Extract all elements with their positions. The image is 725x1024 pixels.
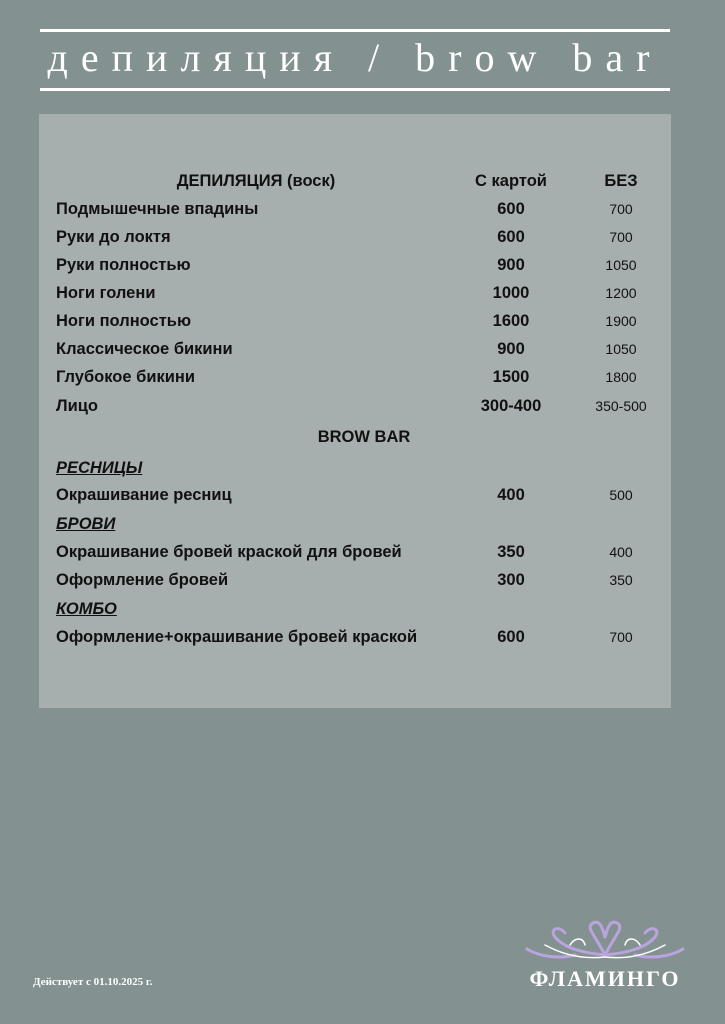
section-title-brows: БРОВИ	[56, 515, 116, 533]
price-with-card: 600	[497, 200, 525, 218]
price-row	[56, 568, 725, 592]
service-name: Глубокое бикини	[56, 368, 195, 386]
service-name: Ноги полностью	[56, 312, 192, 330]
price-row	[56, 281, 725, 305]
page-title: депиляция / brow bar	[47, 35, 663, 80]
price-with-card: 1500	[492, 368, 530, 386]
price-row	[56, 225, 725, 249]
service-name: Руки до локтя	[56, 228, 171, 246]
price-with-card: 1000	[492, 284, 530, 302]
price-without-card: 1050	[605, 341, 637, 357]
service-name: Ноги голени	[56, 284, 156, 302]
price-without-card: 1200	[605, 285, 637, 301]
price-without-card: 700	[609, 201, 633, 217]
price-table-header	[56, 169, 725, 193]
header-top-rule	[40, 29, 670, 32]
price-without-card: 700	[609, 229, 633, 245]
price-row	[56, 337, 725, 361]
column-header-service: ДЕПИЛЯЦИЯ (воск)	[176, 172, 336, 190]
price-row	[56, 540, 725, 564]
price-row	[56, 394, 725, 418]
price-with-card: 600	[497, 228, 525, 246]
price-row	[56, 625, 725, 649]
service-name: Подмышечные впадины	[56, 200, 259, 218]
service-name: Классическое бикини	[56, 340, 233, 358]
price-with-card: 350	[497, 543, 525, 561]
service-name: Окрашивание ресниц	[56, 486, 232, 504]
brand-name: ФЛАМИНГО	[529, 966, 681, 991]
service-name: Оформление бровей	[56, 571, 229, 589]
column-header-with-card: С картой	[475, 172, 547, 190]
price-without-card: 350	[609, 572, 633, 588]
price-row	[56, 197, 725, 221]
price-row	[56, 253, 725, 277]
price-with-card: 1600	[492, 312, 530, 330]
service-name: Окрашивание бровей краской для бровей	[56, 543, 402, 561]
brow-bar-title: BROW BAR	[317, 428, 411, 446]
section-title-combo: КОМБО	[56, 600, 117, 618]
valid-from-note: Действует с 01.10.2025 г.	[33, 976, 153, 988]
price-without-card: 1900	[605, 313, 637, 329]
price-with-card: 900	[497, 340, 525, 358]
price-with-card: 600	[497, 628, 525, 646]
service-name: Лицо	[56, 397, 98, 415]
price-without-card: 1800	[605, 369, 637, 385]
price-without-card: 350-500	[595, 398, 647, 414]
price-row	[56, 365, 725, 389]
column-header-without-card: БЕЗ	[604, 172, 638, 190]
service-name: Оформление+окрашивание бровей краской	[56, 628, 418, 646]
header-bottom-rule	[40, 88, 670, 91]
section-title-lashes: РЕСНИЦЫ	[56, 459, 143, 477]
price-row	[56, 309, 725, 333]
price-without-card: 700	[609, 629, 633, 645]
service-name: Руки полностью	[56, 256, 191, 274]
price-without-card: 1050	[605, 257, 637, 273]
price-with-card: 300	[497, 571, 525, 589]
price-without-card: 500	[609, 487, 633, 503]
price-with-card: 300-400	[480, 397, 542, 415]
price-with-card: 900	[497, 256, 525, 274]
price-row	[56, 483, 725, 507]
price-without-card: 400	[609, 544, 633, 560]
price-with-card: 400	[497, 486, 525, 504]
